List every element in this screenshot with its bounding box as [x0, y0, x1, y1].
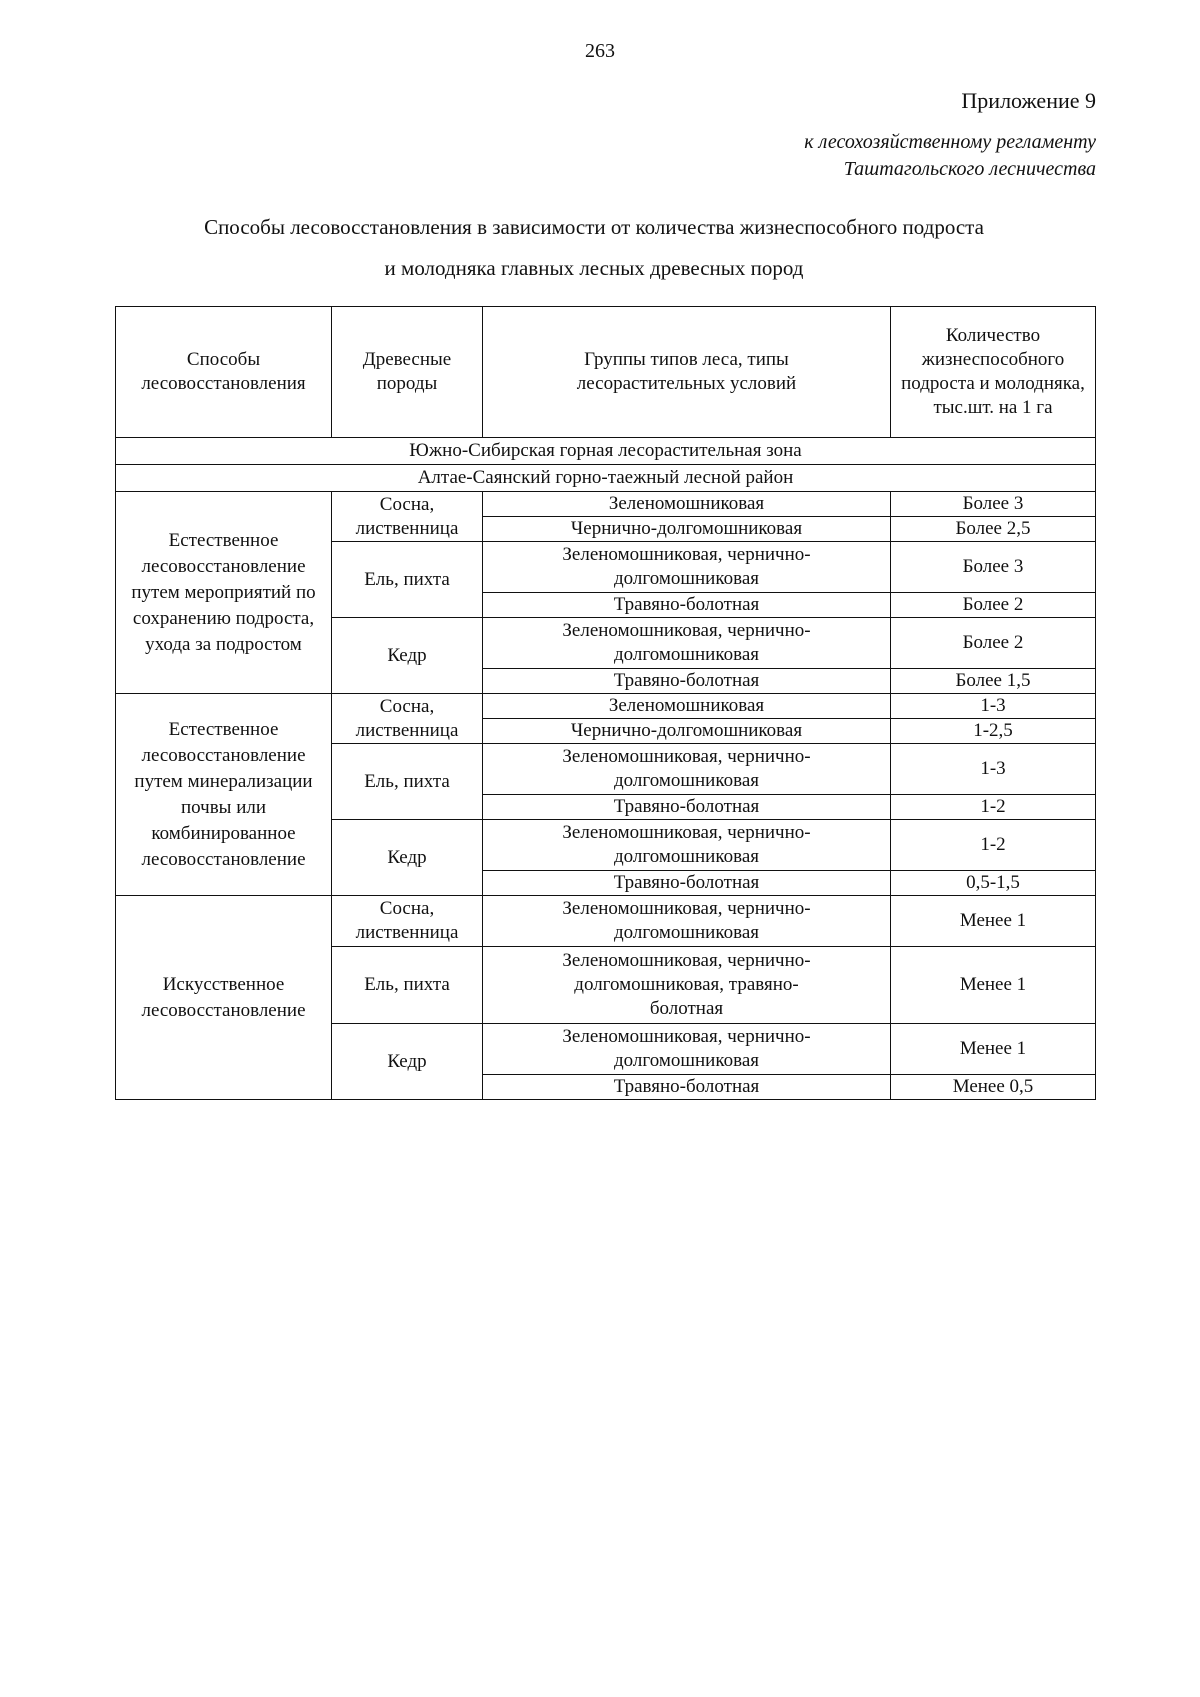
district-name: Алтае-Саянский горно-таежный лесной район — [116, 465, 1096, 492]
forest-type-cell: Травяно-болотная — [483, 1075, 891, 1100]
species-cell: Ель, пихта — [332, 947, 483, 1024]
quantity-cell: Менее 1 — [891, 1024, 1096, 1075]
forest-type-cell: Зеленомошниковая, чернично-долгомошниковая, травяно-болотная — [483, 947, 891, 1024]
forest-type-cell: Травяно-болотная — [483, 669, 891, 694]
quantity-cell: Менее 1 — [891, 896, 1096, 947]
species-cell: Кедр — [332, 820, 483, 896]
quantity-cell: 0,5-1,5 — [891, 871, 1096, 896]
forest-type-cell: Травяно-болотная — [483, 593, 891, 618]
regulation-line-1: к лесохозяйственному регламенту — [804, 131, 1096, 153]
quantity-cell: 1-2,5 — [891, 719, 1096, 744]
quantity-cell: 1-2 — [891, 795, 1096, 820]
method-cell: Естественное лесовосстановление путем мероприятий по сохранению подроста, ухода за подростом — [116, 492, 332, 694]
species-cell: Кедр — [332, 618, 483, 694]
forest-type-cell: Травяно-болотная — [483, 871, 891, 896]
quantity-cell: Более 3 — [891, 542, 1096, 593]
species-cell: Сосна, лиственница — [332, 492, 483, 542]
district-row — [116, 465, 1096, 492]
document-title-line-2: и молодняка главных лесных древесных пород — [384, 256, 804, 280]
forest-type-cell: Зеленомошниковая, чернично-долгомошниковая — [483, 542, 891, 593]
header-method: Способы лесовосстановления — [116, 307, 332, 438]
species-cell: Сосна, лиственница — [332, 896, 483, 947]
quantity-cell: Более 1,5 — [891, 669, 1096, 694]
forest-type-cell: Зеленомошниковая, чернично-долгомошниковая — [483, 618, 891, 669]
quantity-cell: Менее 1 — [891, 947, 1096, 1024]
regulation-line-2: Таштагольского лесничества — [843, 158, 1096, 180]
table-header-row — [116, 307, 1096, 438]
forest-type-cell: Травяно-болотная — [483, 795, 891, 820]
zone-name: Южно-Сибирская горная лесорастительная зона — [116, 438, 1096, 465]
quantity-cell: Более 2,5 — [891, 517, 1096, 542]
appendix-label: Приложение 9 — [961, 88, 1096, 113]
quantity-cell: 1-2 — [891, 820, 1096, 871]
forest-type-cell: Зеленомошниковая, чернично-долгомошниковая — [483, 744, 891, 795]
quantity-cell: Менее 0,5 — [891, 1075, 1096, 1100]
header-forest-types: Группы типов леса, типы лесорастительных условий — [483, 307, 891, 438]
forest-type-cell: Зеленомошниковая — [483, 492, 891, 517]
species-cell: Кедр — [332, 1024, 483, 1100]
table-row — [116, 492, 1096, 517]
table-row — [116, 896, 1096, 947]
header-species: Древесные породы — [332, 307, 483, 438]
header-quantity: Количество жизнеспособного подроста и молодняка, тыс.шт. на 1 га — [891, 307, 1096, 438]
forest-type-cell: Зеленомошниковая, чернично-долгомошниковая — [483, 896, 891, 947]
species-cell: Сосна, лиственница — [332, 694, 483, 744]
zone-row — [116, 438, 1096, 465]
quantity-cell: Более 2 — [891, 618, 1096, 669]
quantity-cell: 1-3 — [891, 694, 1096, 719]
quantity-cell: Более 3 — [891, 492, 1096, 517]
forest-type-cell: Зеленомошниковая, чернично-долгомошниковая — [483, 1024, 891, 1075]
page-number: 263 — [585, 40, 615, 62]
forest-type-cell: Чернично-долгомошниковая — [483, 517, 891, 542]
reforestation-table — [115, 306, 1096, 1100]
method-cell: Естественное лесовосстановление путем минерализации почвы или комбинированное лесовосстановление — [116, 694, 332, 896]
species-cell: Ель, пихта — [332, 744, 483, 820]
quantity-cell: Более 2 — [891, 593, 1096, 618]
quantity-cell: 1-3 — [891, 744, 1096, 795]
forest-type-cell: Чернично-долгомошниковая — [483, 719, 891, 744]
table-row — [116, 694, 1096, 719]
method-cell: Искусственное лесовосстановление — [116, 896, 332, 1100]
species-cell: Ель, пихта — [332, 542, 483, 618]
forest-type-cell: Зеленомошниковая, чернично-долгомошниковая — [483, 820, 891, 871]
document-title-line-1: Способы лесовосстановления в зависимости от количества жизнеспособного подроста — [204, 215, 984, 239]
forest-type-cell: Зеленомошниковая — [483, 694, 891, 719]
